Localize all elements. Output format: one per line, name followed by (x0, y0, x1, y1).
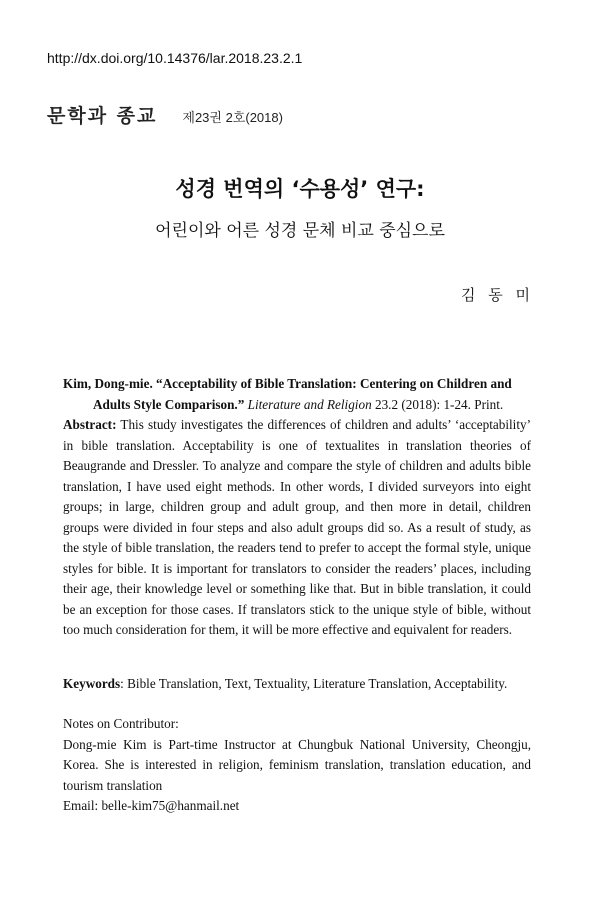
contributor-email[interactable]: Email: belle-kim75@hanmail.net (63, 798, 240, 813)
journal-header (47, 101, 283, 128)
journal-logo: 문학과 종교 (47, 105, 158, 127)
journal-volume: 제23권 2호(2018) (182, 110, 283, 125)
citation-details: 23.2 (2018): 1-24. Print. (371, 396, 504, 412)
keywords-text: : Bible Translation, Text, Textuality, Literature Translation, Acceptability. (120, 676, 508, 691)
abstract-block (63, 415, 531, 641)
citation-journal: Literature and Religion (247, 396, 372, 412)
keywords-label: Keywords (63, 676, 121, 691)
notes-heading: Notes on Contributor: (63, 716, 179, 731)
citation-title-line2: Adults Style Comparison.” (93, 396, 245, 412)
doi-link[interactable]: http://dx.doi.org/10.14376/lar.2018.23.2.1 (47, 50, 303, 66)
author-name: 김 동 미 (460, 286, 534, 304)
citation-block (63, 374, 531, 415)
keywords-block (63, 674, 531, 695)
citation-title-line1: Kim, Dong-mie. “Acceptability of Bible Translation: Centering on Children and (63, 376, 512, 391)
paper-title: 성경 번역의 ‘수용성’ 연구: (175, 177, 425, 201)
abstract-text: This study investigates the differences of children and adults’ ‘acceptability’ in bible translation. Acceptability is one of textualites in translation theories of Beaugrande and Dressler. To analyze and compare the style of children and adults bible translation, I have used eight methods. In other words, I divided surveyors into eight groups; in large, children group and adult group, and then more in detail, children groups were divided in four steps and also adult groups did so. As a result of study, as the style of bible translation, the readers tend to prefer to accept the formal style, unique styles for bible. It is important for translators to consider the readers’ places, including their age, their knowledge level or something like that. But in bible translation, it could be an exception for those cases. If translators stick to the unique style of bible, without too much consideration for them, it will be more effective and equivalent for readers. (63, 417, 531, 637)
contributor-notes (63, 714, 531, 817)
contributor-bio: Dong-mie Kim is Part-time Instructor at Chungbuk National University, Cheongju, Korea. She is interested in religion, feminism translation, translation education, and tourism translation (63, 736, 531, 793)
abstract-label: Abstract: (63, 417, 117, 432)
paper-subtitle: 어린이와 어른 성경 문체 비교 중심으로 (155, 221, 445, 241)
